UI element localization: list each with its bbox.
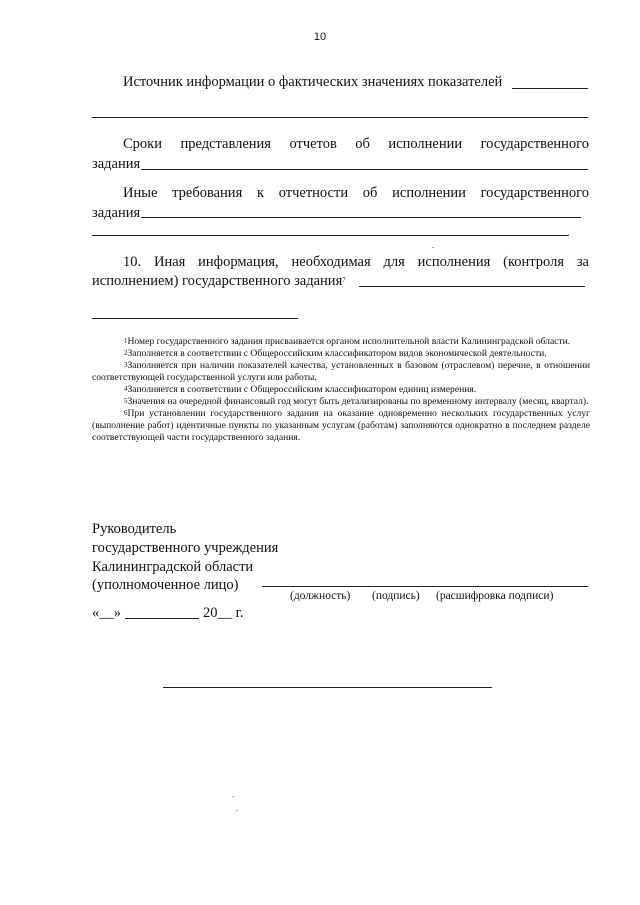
other-requirements-line2: задания (92, 205, 141, 221)
signature-line1: Руководитель (92, 521, 177, 537)
signature-line3: Калининградской области (92, 559, 254, 575)
footnote-2: $^2$Заполняется в соответствии с Общероссийским классификатором видов экономической деятельности. (124, 348, 547, 359)
date-month-blank (125, 618, 199, 619)
other-requirements-blank-2 (92, 235, 569, 236)
footnote-4: $^4$Заполняется в соответствии с Общероссийским классификатором единиц измерения. (124, 384, 477, 395)
other-requirements-line1: Иные требования к отчетности об исполнении государственного (123, 185, 589, 201)
section10-line1: 10. Иная информация, необходимая для исполнения (контроля за (123, 254, 589, 270)
section10-line2 (92, 271, 346, 291)
source-info-blank-2 (92, 117, 588, 118)
scan-speck (432, 247, 434, 248)
footnote-ref-7: 7 (342, 276, 346, 284)
label-signature: (подпись) (372, 590, 420, 602)
footnote-separator (92, 318, 298, 319)
label-position: (должность) (290, 590, 351, 602)
section10-blank (359, 286, 585, 287)
other-requirements-blank (141, 217, 581, 218)
source-info-label: Источник информации о фактических значениях показателей (123, 74, 503, 90)
report-deadlines-line1: Сроки представления отчетов об исполнении государственного (123, 136, 589, 152)
scan-speck (236, 810, 238, 811)
signature-line4: (уполномоченное лицо) (92, 577, 239, 593)
footnotes (92, 336, 590, 444)
signature-line2: государственного учреждения (92, 540, 279, 556)
date-open: «__» (92, 605, 121, 621)
footnote-3: $^3$Заполняется при наличии показателей качества, установленных в базовом (отраслевом) перечне, в отношении соответствующей государственной услуги или работы. (92, 360, 590, 383)
report-deadlines-blank (141, 169, 588, 170)
source-info-row (123, 72, 589, 92)
footnote-6: $^6$При установлении государственного задания на оказание одновременно нескольких государственных услуг (выполнение работ) идентичные пункты по указанным услугам (работам) заполняются однократно в последнем разделе соответствующей части государственного задания. (92, 408, 590, 443)
footnote-1: $^1$Номер государственного задания присваивается органом исполнительной власти Калининградской области. (124, 336, 571, 347)
signature-blank (262, 586, 588, 587)
date-year: 20__ г. (203, 605, 244, 621)
bottom-rule (163, 687, 492, 688)
label-decoding: (расшифровка подписи) (436, 590, 554, 602)
report-deadlines-line2: задания (92, 156, 141, 172)
scan-speck (232, 796, 234, 797)
footnote-5: $^5$Значения на очередной финансовый год могут быть детализированы по временному интервалу (месяц, квартал). (124, 396, 589, 407)
section10-text: исполнением) государственного задания (92, 273, 343, 289)
source-info-blank (512, 88, 588, 89)
page-number: 10 (313, 31, 327, 43)
